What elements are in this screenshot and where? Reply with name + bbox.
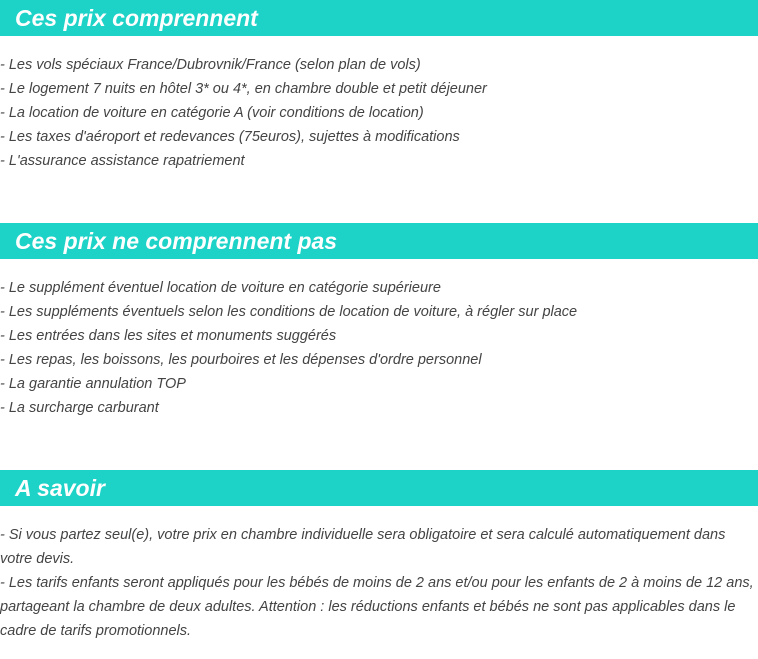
excluded-item: - La garantie annulation TOP [0, 376, 186, 392]
section-header-included [0, 0, 758, 36]
info-paragraphs [0, 523, 756, 643]
excluded-item: - Le supplément éventuel location de voiture en catégorie supérieure [0, 280, 441, 296]
excluded-item: - Les repas, les boissons, les pourboires et les dépenses d'ordre personnel [0, 352, 482, 368]
excluded-list [0, 276, 756, 420]
section-title-info: A savoir [15, 475, 105, 501]
excluded-item: - La surcharge carburant [0, 400, 159, 416]
info-paragraph: - Les tarifs enfants seront appliqués pour les bébés de moins de 2 ans et/ou pour les enfants de 2 à moins de 12 ans, partageant la chambre de deux adultes. Attention : les réductions enfants et bébés ne sont pas applicables dans le cadre de tarifs promotionnels. [0, 575, 754, 639]
included-item: - La location de voiture en catégorie A (voir conditions de location) [0, 105, 424, 121]
included-list [0, 53, 756, 173]
included-item: - L'assurance assistance rapatriement [0, 153, 245, 169]
included-item: - Les vols spéciaux France/Dubrovnik/France (selon plan de vols) [0, 57, 421, 73]
info-paragraph: - Si vous partez seul(e), votre prix en chambre individuelle sera obligatoire et sera calculé automatiquement dans votre devis. [0, 527, 726, 567]
excluded-item: - Les suppléments éventuels selon les conditions de location de voiture, à régler sur place [0, 304, 578, 320]
included-item: - Le logement 7 nuits en hôtel 3* ou 4*, en chambre double et petit déjeuner [0, 81, 487, 97]
section-title-excluded: Ces prix ne comprennent pas [15, 228, 338, 254]
section-header-info [0, 470, 758, 506]
section-header-excluded [0, 223, 758, 259]
included-item: - Les taxes d'aéroport et redevances (75euros), sujettes à modifications [0, 129, 460, 145]
excluded-item: - Les entrées dans les sites et monuments suggérés [0, 328, 337, 344]
section-title-included: Ces prix comprennent [15, 5, 258, 31]
